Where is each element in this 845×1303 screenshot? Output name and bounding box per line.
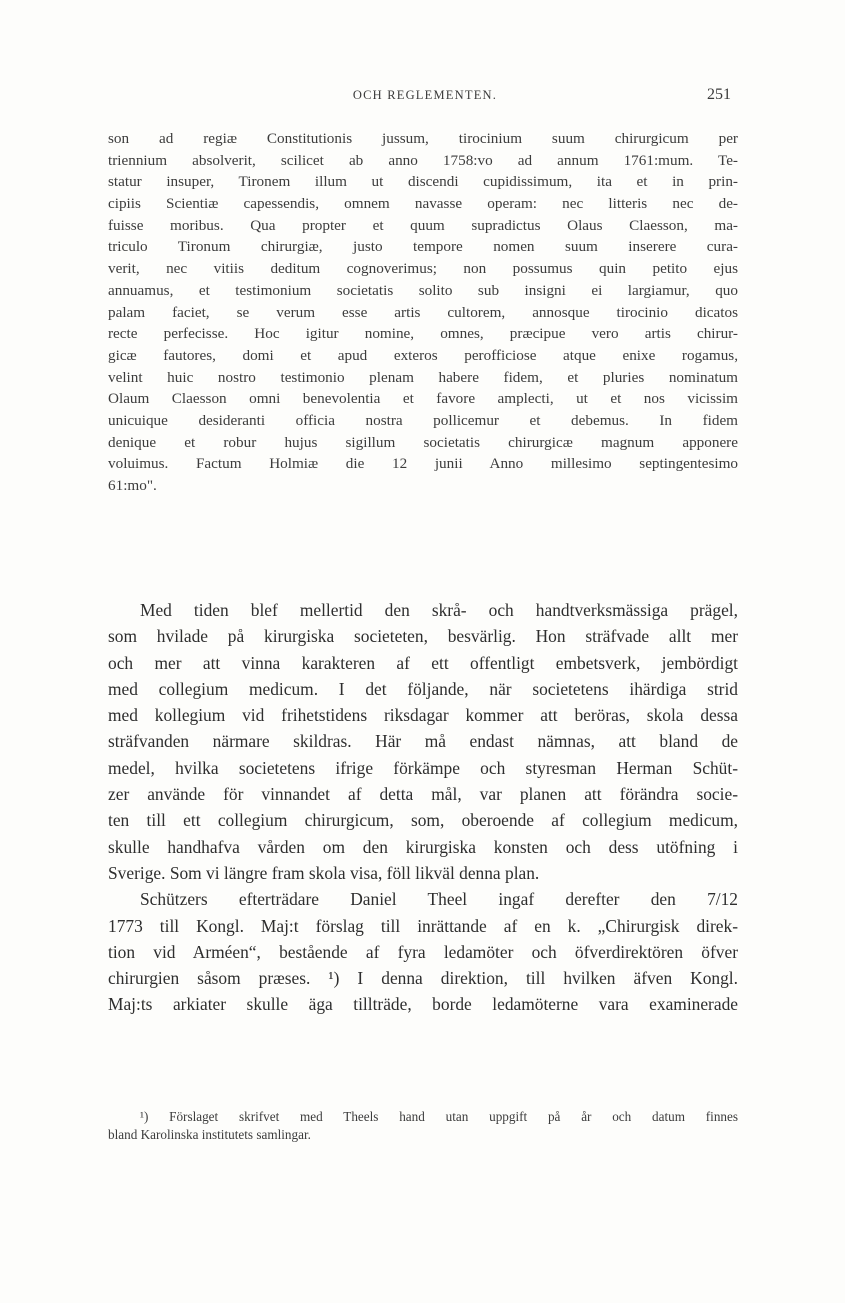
- text-line: gicæ fautores, domi et apud exteros perofficiose atque enixe rogamus,: [108, 346, 738, 364]
- text-line: medel, hvilka societetens ifrige förkämpe och styresman Herman Schüt-: [108, 757, 738, 778]
- text-line: skulle handhafva vården om den kirurgiska konsten och dess utöfning i: [108, 836, 738, 857]
- text-line: chirurgien såsom præses. ¹) I denna direktion, till hvilken äfven Kongl.: [108, 968, 738, 989]
- latin-quotation: [108, 128, 738, 497]
- text-line: Med tiden blef mellertid den skrå- och handtverksmässiga prägel,: [140, 600, 738, 620]
- text-line: tion vid Arméen“, bestående af fyra ledamöter och öfverdirektören öfver: [108, 941, 738, 962]
- text-line: fuisse moribus. Qua propter et quum supradictus Olaus Claesson, ma-: [108, 216, 738, 234]
- text-line: ten till ett collegium chirurgicum, som, oberoende af collegium medicum,: [108, 810, 738, 831]
- text-line: triculo Tironum chirurgiæ, justo tempore nomen suum inserere cura-: [108, 238, 738, 256]
- page-number: 251: [707, 86, 731, 103]
- text-line: med collegium medicum. I det följande, när societetens ihärdiga strid: [108, 678, 738, 699]
- text-line: annuamus, et testimonium societatis solito sub insigni ei largiamur, quo: [108, 281, 738, 299]
- swedish-paragraph: [108, 597, 738, 1018]
- running-head: OCH REGLEMENTEN.: [352, 88, 498, 102]
- text-line: 1773 till Kongl. Maj:t förslag till inrättande af en k. „Chirurgisk direk-: [108, 915, 738, 936]
- text-line: recte perfecisse. Hoc igitur nomine, omnes, præcipue vero artis chirur-: [108, 325, 738, 343]
- text-line: cipiis Scientiæ capessendis, omnem navasse operam: nec litteris nec de-: [108, 195, 738, 213]
- text-line: voluimus. Factum Holmiæ die 12 junii Anno millesimo septingentesimo: [108, 455, 738, 473]
- text-line: och mer att vinna karakteren af ett offentligt embetsverk, jembördigt: [108, 652, 738, 673]
- text-line: verit, nec vitiis deditum cognoverimus; non possumus quin petito ejus: [108, 260, 738, 278]
- text-line: Maj:ts arkiater skulle äga tillträde, borde ledamöterne vara examinerade: [108, 994, 738, 1015]
- footnote-line: ¹) Förslaget skrifvet med Theels hand utan uppgift på år och datum finnes: [140, 1109, 738, 1124]
- text-line: statur insuper, Tironem illum ut discendi cupidissimum, ita et in prin-: [108, 173, 738, 191]
- text-line: sträfvanden närmare skildras. Här må endast nämnas, att bland de: [108, 731, 738, 752]
- text-line: 61:mo".: [108, 477, 157, 494]
- text-line: unicuique desideranti officia nostra pollicemur et debemus. In fidem: [108, 411, 738, 429]
- text-line: Olaum Claesson omni benevolentia et favore amplecti, ut et nos vicissim: [108, 390, 738, 408]
- text-line: denique et robur hujus sigillum societatis chirurgicæ magnum apponere: [108, 433, 738, 451]
- text-line: med kollegium vid frihetstidens riksdagar kommer att beröras, skola dessa: [108, 705, 738, 726]
- text-line: som hvilade på kirurgiska societeten, besvärlig. Hon sträfvade allt mer: [108, 626, 738, 647]
- text-line: Schützers efterträdare Daniel Theel ingaf derefter den 7/12: [140, 889, 738, 910]
- text-line: son ad regiæ Constitutionis jussum, tirocinium suum chirurgicum per: [108, 130, 738, 147]
- footnote-line: bland Karolinska institutets samlingar.: [108, 1126, 311, 1142]
- text-line: triennium absolverit, scilicet ab anno 1758:vo ad annum 1761:mum. Te-: [108, 151, 738, 169]
- footnote: [108, 1108, 738, 1143]
- text-line: palam faciet, se verum esse artis cultorem, annosque tirocinio dicatos: [108, 303, 738, 321]
- text-line: zer använde för vinnandet af detta mål, var planen att förändra socie-: [108, 784, 738, 805]
- text-line: velint huic nostro testimonio plenam habere fidem, et pluries nominatum: [108, 368, 738, 386]
- text-line: Sverige. Som vi längre fram skola visa, föll likväl denna plan.: [108, 862, 540, 883]
